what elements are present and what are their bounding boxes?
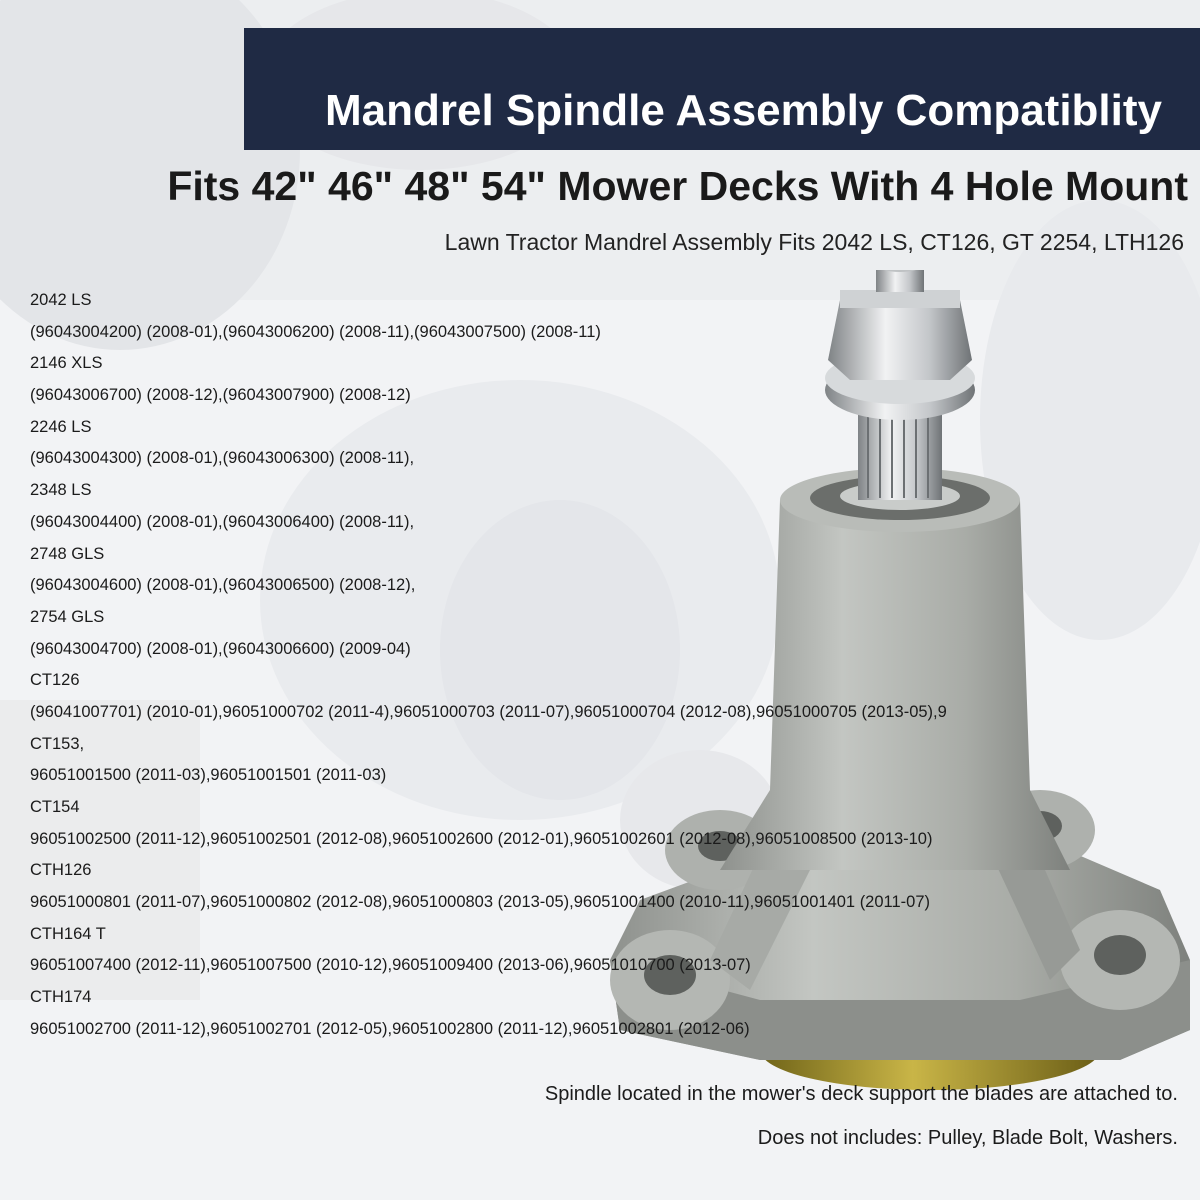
model-item (30, 348, 1190, 411)
model-part-numbers: 96051001500 (2011-03),96051001501 (2011-03) (30, 766, 387, 785)
model-part-numbers: (96043006700) (2008-12),(96043007900) (2008-12) (30, 386, 411, 405)
model-name: CT154 (30, 798, 80, 816)
subheadline: Lawn Tractor Mandrel Assembly Fits 2042 LS, CT126, GT 2254, LTH126 (444, 229, 1184, 255)
model-item (30, 855, 1190, 918)
model-item (30, 285, 1190, 348)
model-part-numbers: (96043004600) (2008-01),(96043006500) (2008-12), (30, 576, 416, 595)
model-part-numbers: (96043004200) (2008-01),(96043006200) (2008-11),(96043007500) (2008-11) (30, 322, 601, 341)
model-name: 2754 GLS (30, 607, 105, 626)
model-part-numbers: 96051002500 (2011-12),96051002501 (2012-08),96051002600 (2012-01),96051002601 (2012-08),96051008500 (2013-10) (30, 829, 933, 848)
model-item (30, 792, 1190, 855)
model-name: 2348 LS (30, 481, 92, 500)
headline: Fits 42" 46" 48" 54" Mower Decks With 4 Hole Mount (167, 163, 1188, 209)
model-item (30, 539, 1190, 602)
model-item (30, 729, 1190, 792)
title-banner (244, 28, 1200, 150)
model-part-numbers: (96043004300) (2008-01),(96043006300) (2008-11), (30, 449, 415, 468)
model-name: CTH164 T (30, 924, 106, 943)
model-part-numbers: 96051007400 (2012-11),96051007500 (2010-12),96051009400 (2013-06),96051010700 (2013-07) (30, 956, 751, 975)
compatible-models-list (30, 285, 1190, 1046)
banner-title: Mandrel Spindle Assembly Compatiblity (325, 86, 1162, 135)
model-item (30, 412, 1190, 475)
model-name: 2146 XLS (30, 354, 103, 373)
model-part-numbers: (96041007701) (2010-01),96051000702 (2011-4),96051000703 (2011-07),96051000704 (2012-08),96051000705 (2013-05),9 (30, 702, 947, 721)
model-item (30, 602, 1190, 665)
model-name: CTH126 (30, 861, 92, 880)
model-name: 2748 GLS (30, 544, 105, 563)
model-part-numbers: (96043004400) (2008-01),(96043006400) (2008-11), (30, 512, 415, 531)
model-name: CT126 (30, 671, 80, 690)
spindle-location-note: Spindle located in the mower's deck support the blades are attached to. (544, 1083, 1178, 1105)
model-item (30, 475, 1190, 538)
model-name: 2246 LS (30, 417, 92, 436)
exclusions-note: Does not includes: Pulley, Blade Bolt, Washers. (757, 1127, 1178, 1149)
model-part-numbers: 96051002700 (2011-12),96051002701 (2012-05),96051002800 (2011-12),96051002801 (2012-06) (30, 1019, 750, 1038)
model-name: CT153, (30, 734, 85, 753)
model-item (30, 919, 1190, 982)
model-part-numbers: (96043004700) (2008-01),(96043006600) (2009-04) (30, 639, 411, 658)
model-item (30, 982, 1190, 1045)
model-name: CTH174 (30, 988, 92, 1007)
model-part-numbers: 96051000801 (2011-07),96051000802 (2012-08),96051000803 (2013-05),96051001400 (2010-11),96051001401 (2011-07) (30, 893, 931, 912)
model-item (30, 665, 1190, 728)
model-name: 2042 LS (30, 291, 92, 309)
